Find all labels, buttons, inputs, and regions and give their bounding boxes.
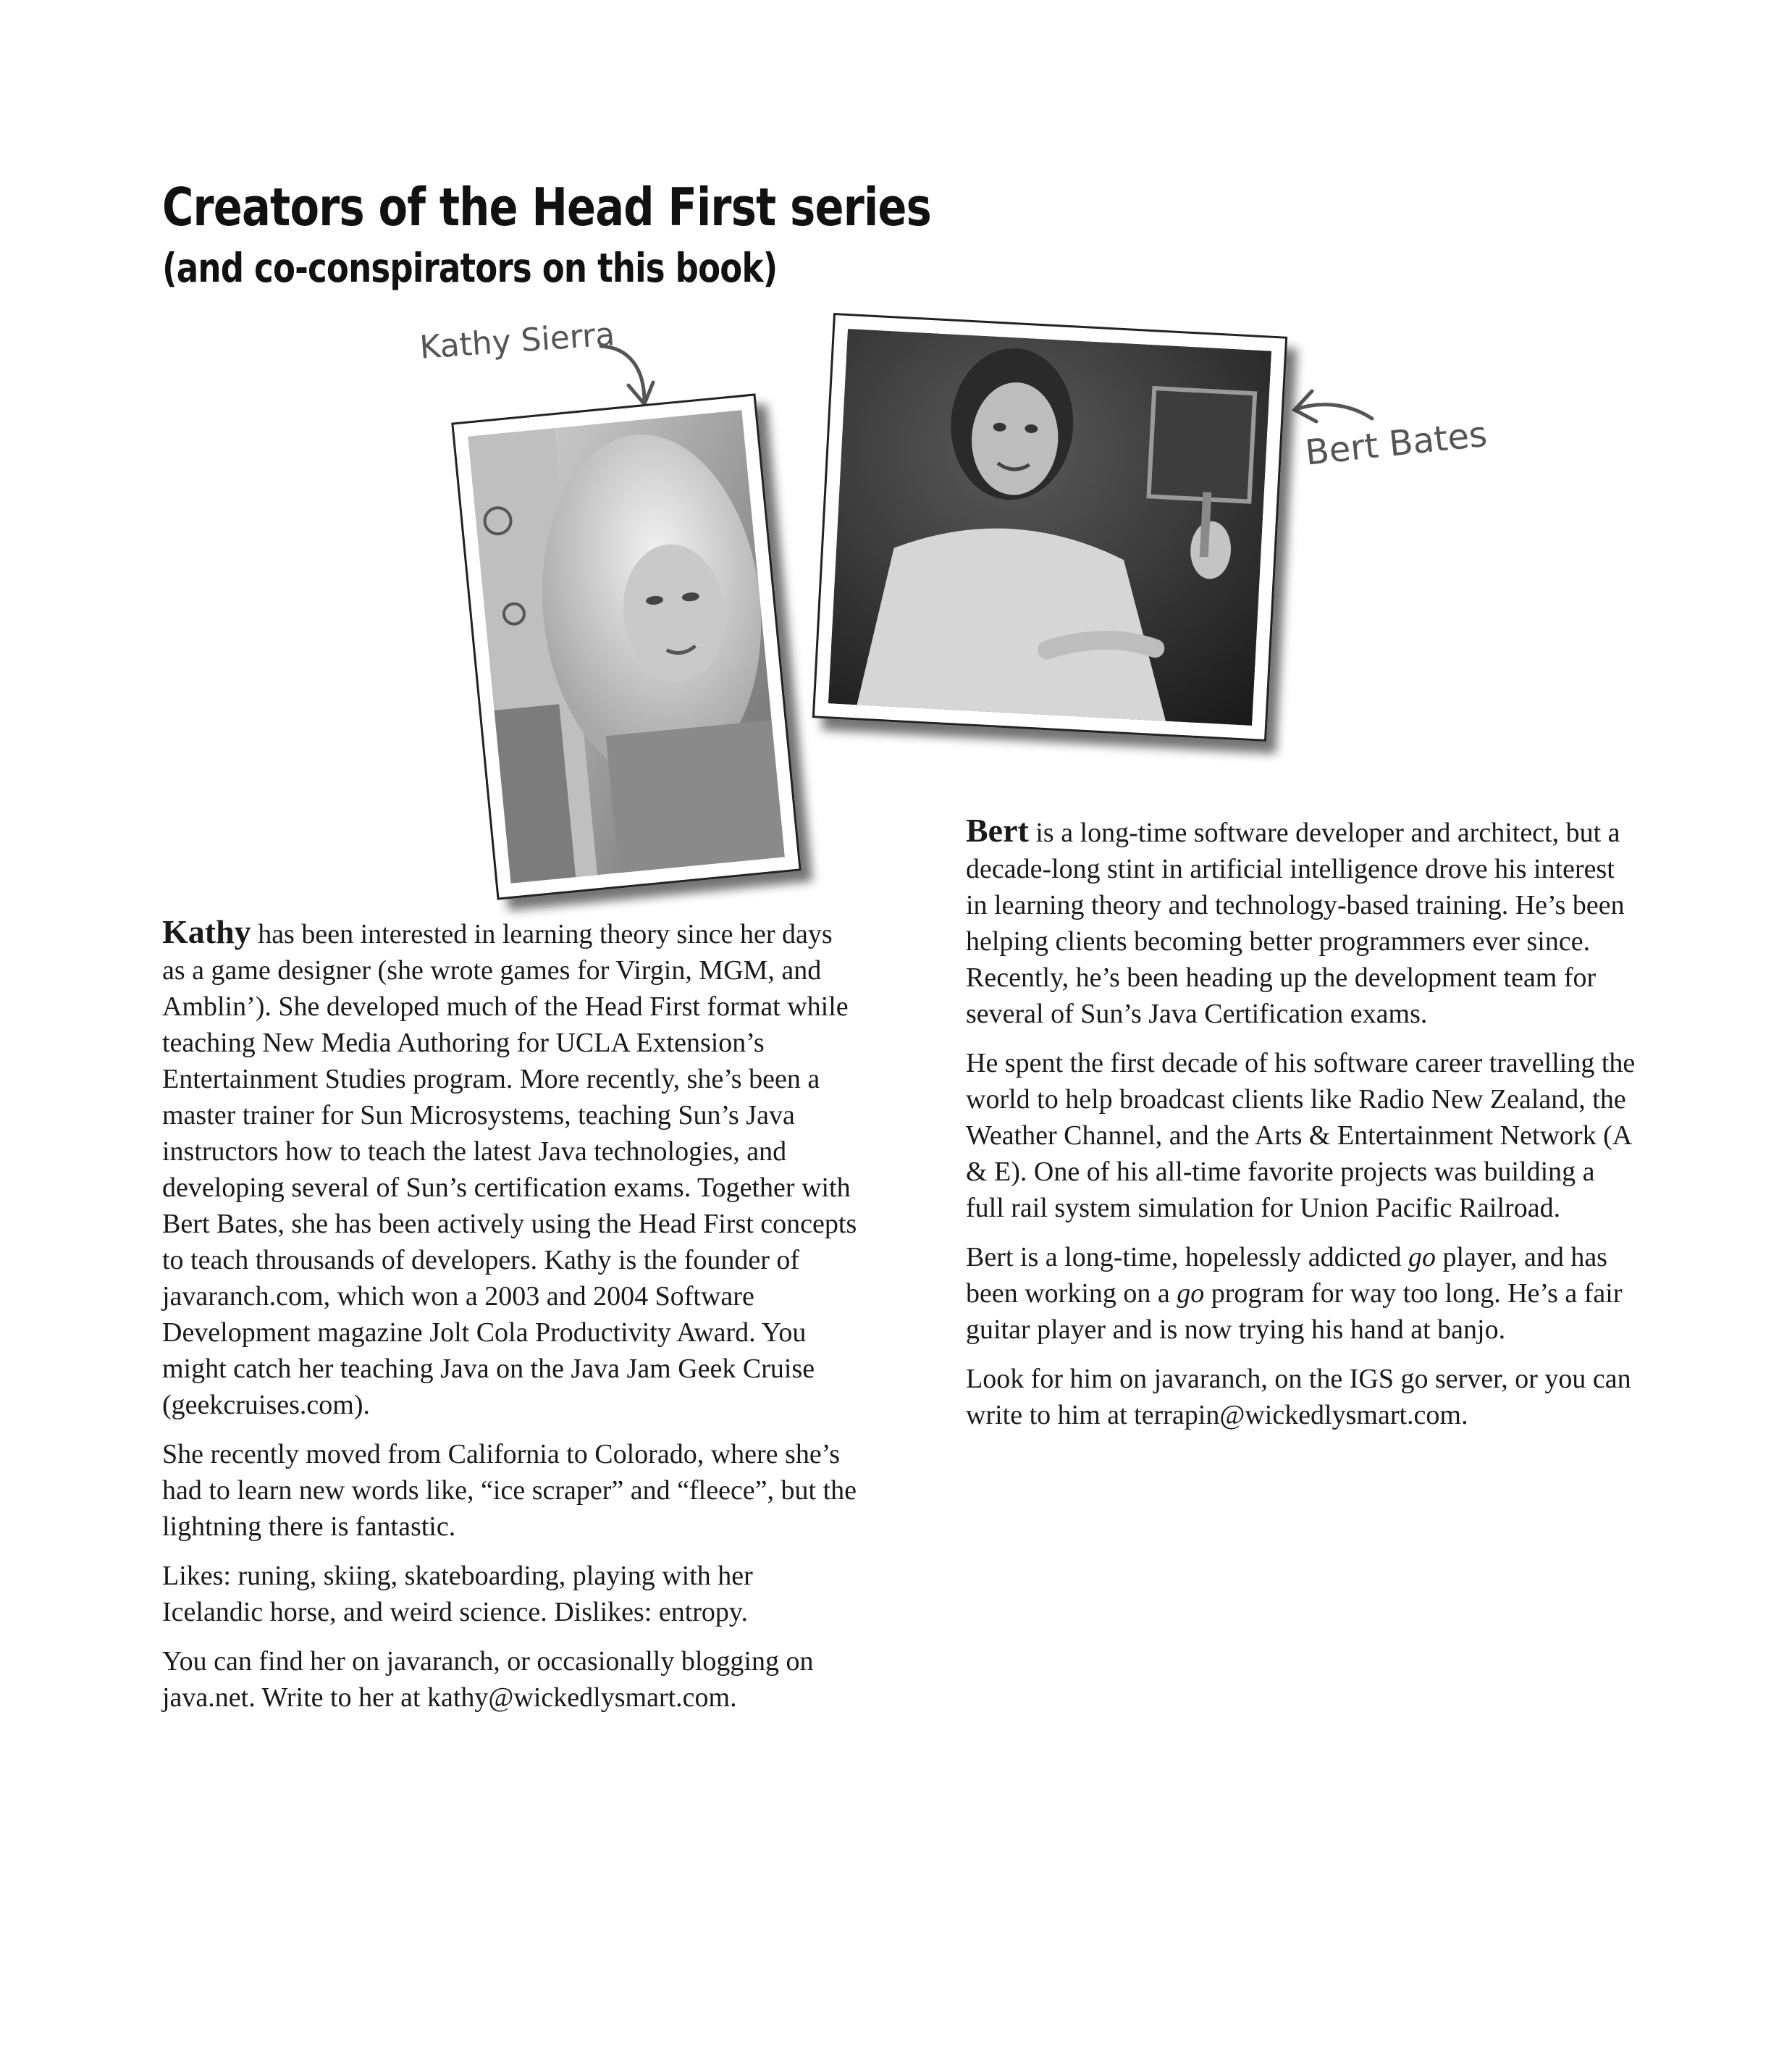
go-term-1: go bbox=[1408, 1242, 1436, 1272]
bert-bio-paragraph-4: Look for him on javaranch, on the IGS go server, or you can write to him at terrapin@wickedlysmart.com. bbox=[966, 1364, 1631, 1430]
bert-name: Bert bbox=[966, 812, 1029, 849]
kathy-bio bbox=[162, 914, 857, 1729]
kathy-name: Kathy bbox=[162, 913, 251, 950]
bert-bio-paragraph-1 bbox=[966, 813, 1639, 1032]
kathy-photo-label: Kathy Sierra bbox=[418, 316, 616, 366]
kathy-portrait-image bbox=[468, 410, 785, 884]
kathy-bio-text-1: has been interested in learning theory since her days as a game designer (she wrote games for Virgin, MGM, and Amblin’). She developed much of the Head First format while teaching New Media Authoring for UCLA Extension’s Entertainment Studies program. More recently, she’s been a master trainer for Sun Microsystems, teaching Sun’s Java instructors how to teach the latest Java technologies, and developing several of Sun’s certification exams. Together with Bert Bates, she has been actively using the Head First concepts to teach throusands of developers. Kathy is the founder of javaranch.com, which won a 2003 and 2004 Software Development magazine Jolt Cola Productivity Award. You might catch her teaching Java on the Java Jam Geek Cruise (geekcruises.com). bbox=[162, 919, 857, 1420]
kathy-arrowhead-icon bbox=[628, 382, 653, 404]
bert-photo-label: Bert Bates bbox=[1303, 414, 1489, 474]
bert-bio-text-3b: player, and has been working on a bbox=[966, 1242, 1607, 1309]
kathy-bio-paragraph-2: She recently moved from California to Colorado, where she’s had to learn new words like, “ice scraper” and “fleece”, but the lightning there is fantastic. bbox=[162, 1439, 857, 1542]
kathy-bio-paragraph-3: Likes: runing, skiing, skateboarding, playing with her Icelandic horse, and weird science. Dislikes: entropy. bbox=[162, 1561, 753, 1627]
bert-photo bbox=[812, 313, 1287, 742]
go-term-2: go bbox=[1177, 1278, 1205, 1309]
kathy-arrow-icon bbox=[601, 346, 644, 402]
bert-bio-text-1: is a long-time software developer and architect, but a decade-long stint in artificial intelligence drove his interest in learning theory and technology-based training. He’s been helping clients becoming better programmers ever since. Recently, he’s been heading up the development team for several of Sun’s Java Certification exams. bbox=[966, 818, 1625, 1029]
kathy-photo bbox=[451, 393, 802, 899]
kathy-bio-paragraph-4: You can find her on javaranch, or occasionally blogging on java.net. Write to her at kathy@wickedlysmart.com. bbox=[162, 1646, 814, 1713]
bert-arrow-icon bbox=[1296, 405, 1372, 419]
page-subtitle: (and co-conspirators on this book) bbox=[162, 245, 778, 291]
bert-portrait-image bbox=[828, 329, 1271, 726]
bert-arrowhead-icon bbox=[1295, 391, 1316, 421]
bert-bio-text-3c: program for way too long. He’s a fair guitar player and is now trying his hand at banjo. bbox=[966, 1278, 1623, 1345]
bert-bio bbox=[966, 813, 1639, 1446]
kathy-bio-paragraph-1 bbox=[162, 914, 857, 1423]
bert-bio-text-3a: Bert is a long-time, hopelessly addicted bbox=[966, 1242, 1409, 1272]
bert-bio-paragraph-2: He spent the first decade of his software career travelling the world to help broadcast clients like Radio New Zealand, the Weather Channel, and the Arts & Entertainment Network (A & E). One of his all-time favorite projects was building a full rail system simulation for Union Pacific Railroad. bbox=[966, 1048, 1636, 1223]
bert-bio-paragraph-3 bbox=[966, 1239, 1639, 1348]
page-title: Creators of the Head First series bbox=[162, 177, 931, 238]
